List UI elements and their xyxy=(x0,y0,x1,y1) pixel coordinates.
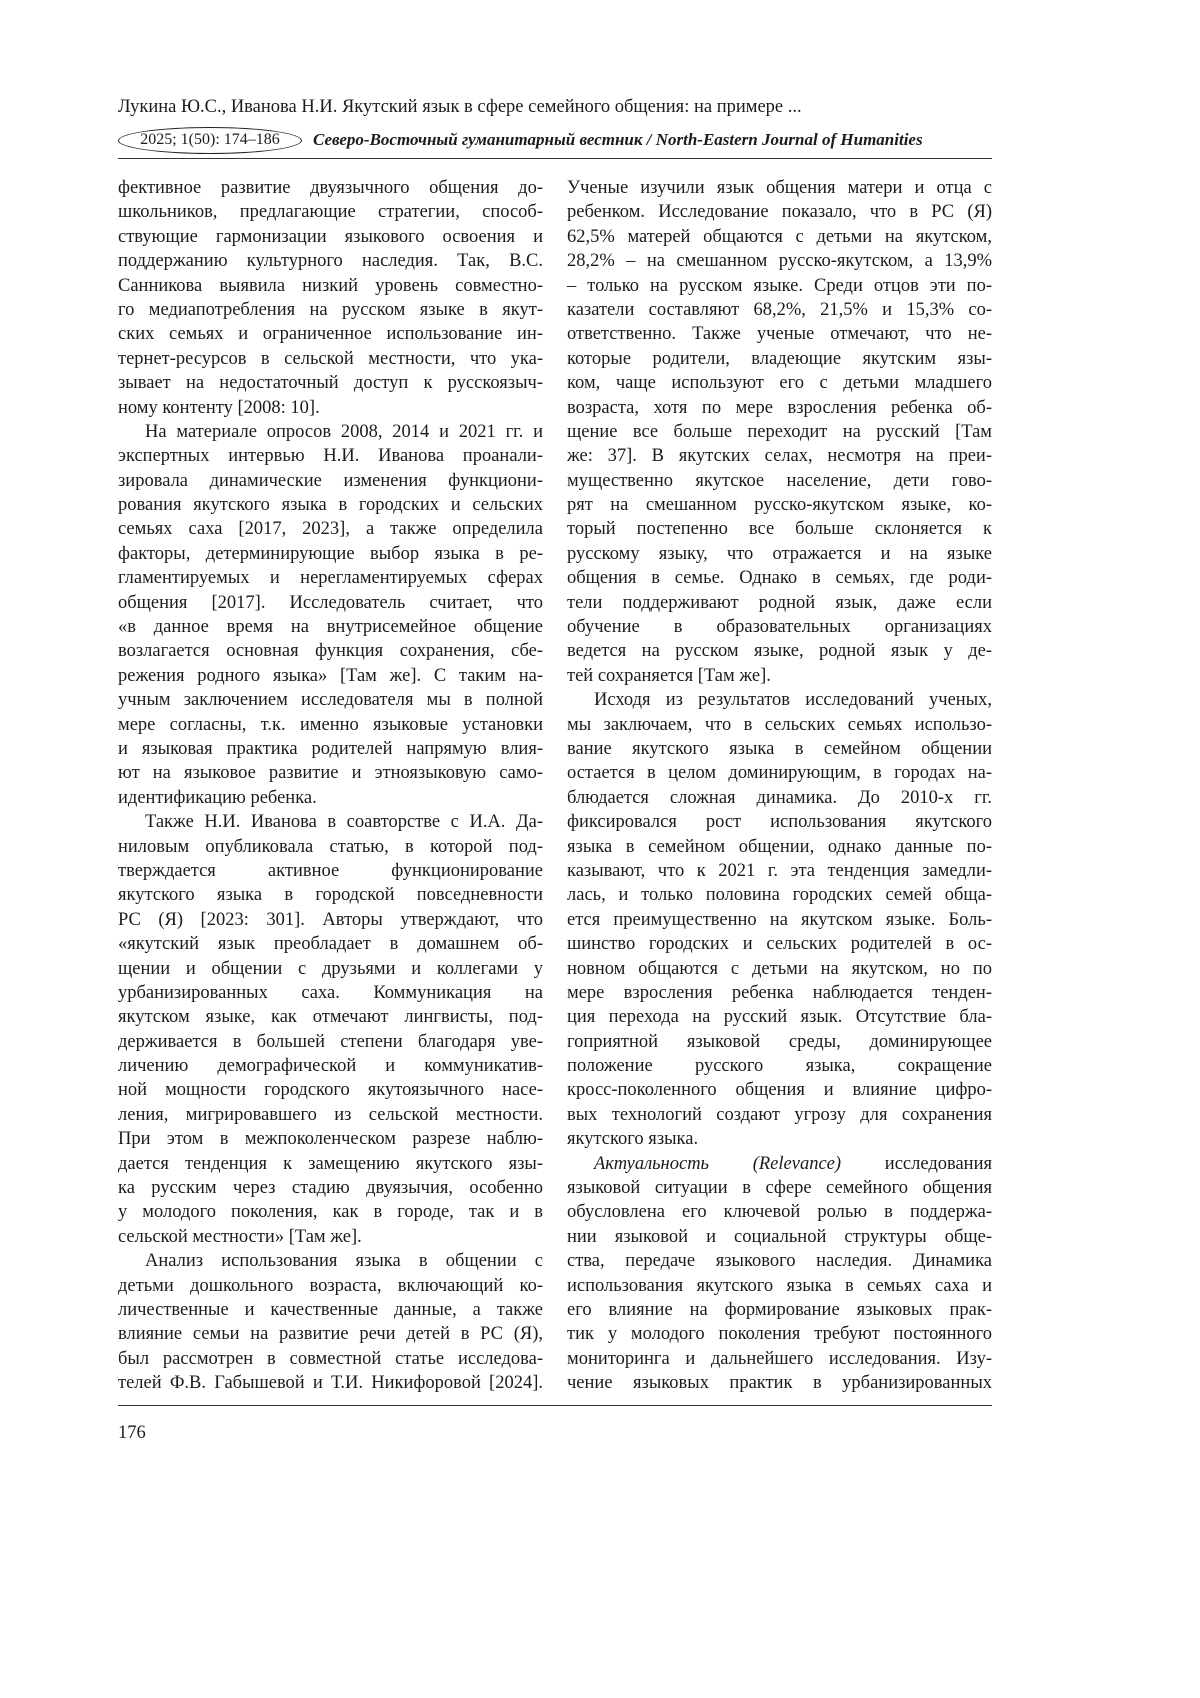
text-line: торый постепенно все больше склоняется к xyxy=(567,519,992,540)
text-line: ребенком. Исследование показало, что в РС (Я) xyxy=(567,202,992,223)
text-line: языковой ситуации в сфере семейного общения xyxy=(567,1178,992,1199)
text-line: сельской местности» [Там же]. xyxy=(118,1226,362,1247)
italic-term: Актуальность (Relevance) xyxy=(594,1153,842,1174)
paragraph xyxy=(567,176,992,688)
text-line: При этом в межпоколенческом разрезе наблю- xyxy=(118,1129,543,1150)
text-line: На материале опросов 2008, 2014 и 2021 гг. и xyxy=(145,421,543,442)
text-line: Анализ использования языка в общении с xyxy=(145,1251,543,1272)
text-line: русскому языку, что отражается и на языке xyxy=(567,543,992,564)
text-line: детьми дошкольного возраста, включающий ко- xyxy=(118,1275,543,1296)
text-line: зировала динамические изменения функциони- xyxy=(118,470,543,491)
text-line: телей Ф.В. Габышевой и Т.И. Никифоровой [2024]. xyxy=(118,1373,543,1394)
text-line xyxy=(567,1152,992,1176)
text-line: Ученые изучили язык общения матери и отца с xyxy=(567,178,992,198)
text-line: ному контенту [2008: 10]. xyxy=(118,397,320,418)
text-line: экспертных интервью Н.И. Иванова проанали- xyxy=(118,446,543,467)
text-line: семьях саха [2017, 2023], а также определила xyxy=(118,519,543,540)
text-line: же: 37]. В якутских селах, несмотря на преи- xyxy=(567,446,992,467)
text-line: шинство городских и сельских родителей в ос- xyxy=(567,934,992,955)
text-line: 62,5% матерей общаются с детьми на якутском, xyxy=(567,226,992,247)
text-line: и языковая практика родителей напрямую влия- xyxy=(118,738,543,759)
text-line: тверждается активное функционирование xyxy=(118,860,543,881)
text-line: вых технологий создают угрозу для сохранения xyxy=(567,1104,992,1125)
text-line: фиксировался рост использования якутского xyxy=(567,812,992,833)
text-line: его влияние на формирование языковых прак- xyxy=(567,1299,992,1320)
text-line: школьников, предлагающие стратегии, способ- xyxy=(118,202,543,223)
text-line: тей сохраняется [Там же]. xyxy=(567,665,771,686)
text-line: режения родного языка» [Там же]. С таким на- xyxy=(118,665,543,686)
text-line: чение языковых практик в урбанизированных xyxy=(567,1373,992,1394)
paragraph xyxy=(118,1249,543,1395)
paragraph xyxy=(118,420,543,810)
text-line: тели поддерживают родной язык, даже если xyxy=(567,592,992,613)
text-line: обусловлена его ключевой ролью в поддержа- xyxy=(567,1202,992,1223)
paragraph xyxy=(118,176,543,420)
text-line: ют на языковое развитие и этноязыковую само- xyxy=(118,763,543,784)
text-line: факторы, детерминирующие выбор языка в ре- xyxy=(118,543,543,564)
text-line: языка в семейном общении, однако данные по- xyxy=(567,836,992,857)
text-line: ских семьях и ограниченное использование ин- xyxy=(118,324,543,345)
text-line: ответственно. Также ученые отмечают, что не- xyxy=(567,324,992,345)
text-line: ствующие гармонизации языкового освоения и xyxy=(118,226,543,247)
text-line: влияние семьи на развитие речи детей в РС (Я), xyxy=(118,1324,543,1345)
text-line: тик у молодого поколения требуют постоянного xyxy=(567,1324,992,1345)
text-line: фективное развитие двуязычного общения до- xyxy=(118,178,543,198)
text-line: урбанизированных саха. Коммуникация на xyxy=(118,982,543,1003)
paragraph xyxy=(567,688,992,1151)
text-line: дается тенденция к замещению якутского язы- xyxy=(118,1153,543,1174)
journal-title: Северо-Восточный гуманитарный вестник / North-Eastern Journal of Humanities xyxy=(313,130,923,149)
issue-badge: 2025; 1(50): 174–186 xyxy=(118,127,302,154)
text-line: ка русским через стадию двуязычия, особенно xyxy=(118,1178,543,1199)
text-line: ется преимущественно на якутском языке. Боль- xyxy=(567,909,992,930)
text-line: РС (Я) [2023: 301]. Авторы утверждают, что xyxy=(118,909,543,930)
text-line: использования якутского языка в семьях саха и xyxy=(567,1275,992,1296)
text-line: гоприятной языковой среды, доминирующее xyxy=(567,1031,992,1052)
text-line: зывает на недостаточный доступ к русскоязыч- xyxy=(118,373,543,394)
text-line: рования якутского языка в городских и сельских xyxy=(118,495,543,516)
text-line: нии языковой и социальной структуры обще- xyxy=(567,1226,992,1247)
text-line: общения [2017]. Исследователь считает, что xyxy=(118,592,543,613)
text-line: лась, и только половина городских семей обща- xyxy=(567,885,992,906)
running-title: Лукина Ю.С., Иванова Н.И. Якутский язык в сфере семейного общения: на примере ... xyxy=(118,97,802,117)
text-line: обучение в образовательных организациях xyxy=(567,617,992,638)
text-line: мы заключаем, что в сельских семьях использо- xyxy=(567,714,992,735)
text-line: Также Н.И. Иванова в соавторстве с И.А. Да- xyxy=(145,812,543,833)
text-line: идентификацию ребенка. xyxy=(118,787,317,808)
paragraph xyxy=(567,1152,992,1396)
text-line: ной мощности городского якутоязычного насе- xyxy=(118,1080,543,1101)
text-line: казатели составляют 68,2%, 21,5% и 15,3% со- xyxy=(567,299,992,320)
text-line: Исходя из результатов исследований ученых, xyxy=(594,690,992,711)
text-line: блюдается сложная динамика. До 2010-х гг. xyxy=(567,787,992,808)
text-segment: исследования xyxy=(884,1153,992,1174)
text-line: гламентируемых и нерегламентируемых сферах xyxy=(118,568,543,589)
text-line: тернет-ресурсов в сельской местности, что ука- xyxy=(118,348,543,369)
text-line: якутского языка. xyxy=(567,1129,699,1150)
text-line: личественные и качественные данные, а также xyxy=(118,1299,543,1320)
text-line: Санникова выявила низкий уровень совместно- xyxy=(118,275,543,296)
text-line: мере согласны, т.к. именно языковые установки xyxy=(118,714,543,735)
text-line: ция перехода на русский язык. Отсутствие бла- xyxy=(567,1007,992,1028)
right-column xyxy=(567,176,992,1396)
text-line: щении и общении с друзьями и коллегами у xyxy=(118,958,543,979)
text-line: которые родители, владеющие якутским язы- xyxy=(567,348,992,369)
text-line: мониторинга и дальнейшего исследования. Изу- xyxy=(567,1348,992,1369)
text-line: держивается в большей степени благодаря уве- xyxy=(118,1031,543,1052)
text-line: у молодого поколения, как в городе, так и в xyxy=(118,1202,543,1223)
text-line: кросс-поколенного общения и влияние цифро- xyxy=(567,1080,992,1101)
text-line: «якутский язык преобладает в домашнем об- xyxy=(118,934,543,955)
footer-rule xyxy=(118,1405,992,1406)
text-line: общения в семье. Однако в семьях, где роди- xyxy=(567,568,992,589)
text-line: новном общаются с детьми на якутском, но по xyxy=(567,958,992,979)
text-line: щение все больше переходит на русский [Там xyxy=(567,421,992,442)
text-line: мущественно якутское население, дети гово- xyxy=(567,470,992,491)
text-line: был рассмотрен в совместной статье исследова- xyxy=(118,1348,543,1369)
text-line: ком, чаще используют его с детьми младшего xyxy=(567,373,992,394)
text-line: ления, мигрировавшего из сельской местности. xyxy=(118,1104,543,1125)
text-line: остается в целом доминирующим, в городах на- xyxy=(567,763,992,784)
header-rule xyxy=(118,158,992,159)
text-line: казывают, что к 2021 г. эта тенденция замедли- xyxy=(567,860,992,881)
text-line: вание якутского языка в семейном общении xyxy=(567,738,992,759)
text-line: учным заключением исследователя мы в полной xyxy=(118,690,543,711)
page-number: 176 xyxy=(118,1423,146,1443)
left-column xyxy=(118,176,543,1396)
text-line: ниловым опубликовала статью, в которой под- xyxy=(118,836,543,857)
text-line: поддержанию культурного наследия. Так, В.С. xyxy=(118,251,543,272)
text-line: ведется на русском языке, родной язык у де- xyxy=(567,641,992,662)
text-line: возраста, хотя по мере взросления ребенка об- xyxy=(567,397,992,418)
text-line: «в данное время на внутрисемейное общение xyxy=(118,617,543,638)
text-line: 28,2% – на смешанном русско-якутском, а 13,9% xyxy=(567,251,992,272)
text-line: го медиапотребления на русском языке в якут- xyxy=(118,299,543,320)
text-line: якутском языке, как отмечают лингвисты, под- xyxy=(118,1007,543,1028)
text-line: личению демографической и коммуникатив- xyxy=(118,1056,543,1077)
text-line: якутского языка в городской повседневности xyxy=(118,885,543,906)
text-line: ства, передаче языкового наследия. Динамика xyxy=(567,1251,992,1272)
text-line: положение русского языка, сокращение xyxy=(567,1056,992,1077)
text-line: возлагается основная функция сохранения, сбе- xyxy=(118,641,543,662)
paragraph xyxy=(118,810,543,1249)
text-line: мере взросления ребенка наблюдается тенден- xyxy=(567,982,992,1003)
text-line: – только на русском языке. Среди отцов эти по- xyxy=(567,275,992,296)
text-line: рят на смешанном русско-якутском языке, ко- xyxy=(567,495,992,516)
